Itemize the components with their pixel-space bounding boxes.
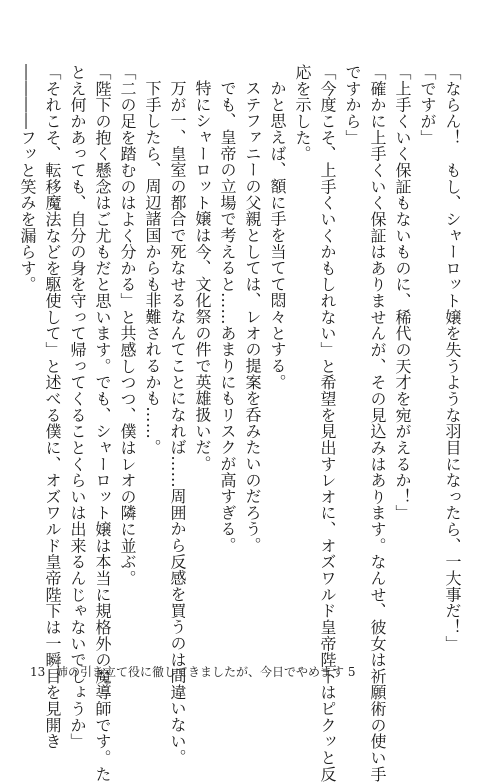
text-line: ステファニーの父親としては、レオの提案を呑みたいのだろう。 (243, 80, 262, 554)
text-line: ですから」 (343, 64, 362, 146)
text-line: でも、皇帝の立場で考えると……あまりにもリスクが高すぎる。 (218, 80, 237, 554)
text-line: 特にシャーロット嬢は今、文化祭の件で英雄扱いだ。 (193, 80, 212, 472)
text-line: 下手したら、周辺諸国からも非難されるかも……。 (143, 80, 162, 456)
text-line: 「上手くいく保証もないものに、稀代の天才を宛がえるか！」 (393, 64, 412, 521)
running-title: 姉の引き立て役に徹してきましたが、今日でやめます 5 (56, 665, 356, 679)
text-line: 「陛下の抱く懸念はご尤もだと思います。でも、シャーロット嬢は本当に規格外の魔導師です。た (93, 64, 112, 782)
page-number: 13 (30, 665, 46, 679)
text-line: かと思えば、額に手を当てて悶々とする。 (268, 80, 287, 391)
text-line: とえ何かあっても、自分の身を守って帰ってくることくらいは出来るんじゃないでしょうか」 (68, 64, 87, 750)
text-line: 「確かに上手くいく保証はありませんが、その見込みはあります。なんせ、彼女は祈願術の使い手 (368, 64, 387, 782)
text-line: 「それこそ、転移魔法などを駆使して」と述べる僕に、オズワルド皇帝陛下は一瞬目を見開き (43, 64, 62, 750)
text-line: 「ですが」 (418, 64, 437, 146)
text-line: 万が一、皇室の都合で死なせるなんてことになれば……周囲から反感を買うのは間違いない。 (168, 80, 187, 766)
text-line: 「ならん！ もし、シャーロット嬢を失うような羽目になったら、一大事だ！」 (443, 64, 462, 652)
text-line: 「二の足を踏むのはよく分かる」と共感しつつ、僕はレオの隣に並ぶ。 (118, 64, 137, 587)
text-line: 応を示した。 (293, 64, 312, 162)
page-footer (30, 663, 355, 680)
text-line: 「今度こそ、上手くいくかもしれない」と希望を見出すレオに、オズワルド皇帝陛下はピクッと反 (318, 64, 337, 782)
text-line: ――――フッと笑みを漏らす。 (18, 64, 37, 293)
